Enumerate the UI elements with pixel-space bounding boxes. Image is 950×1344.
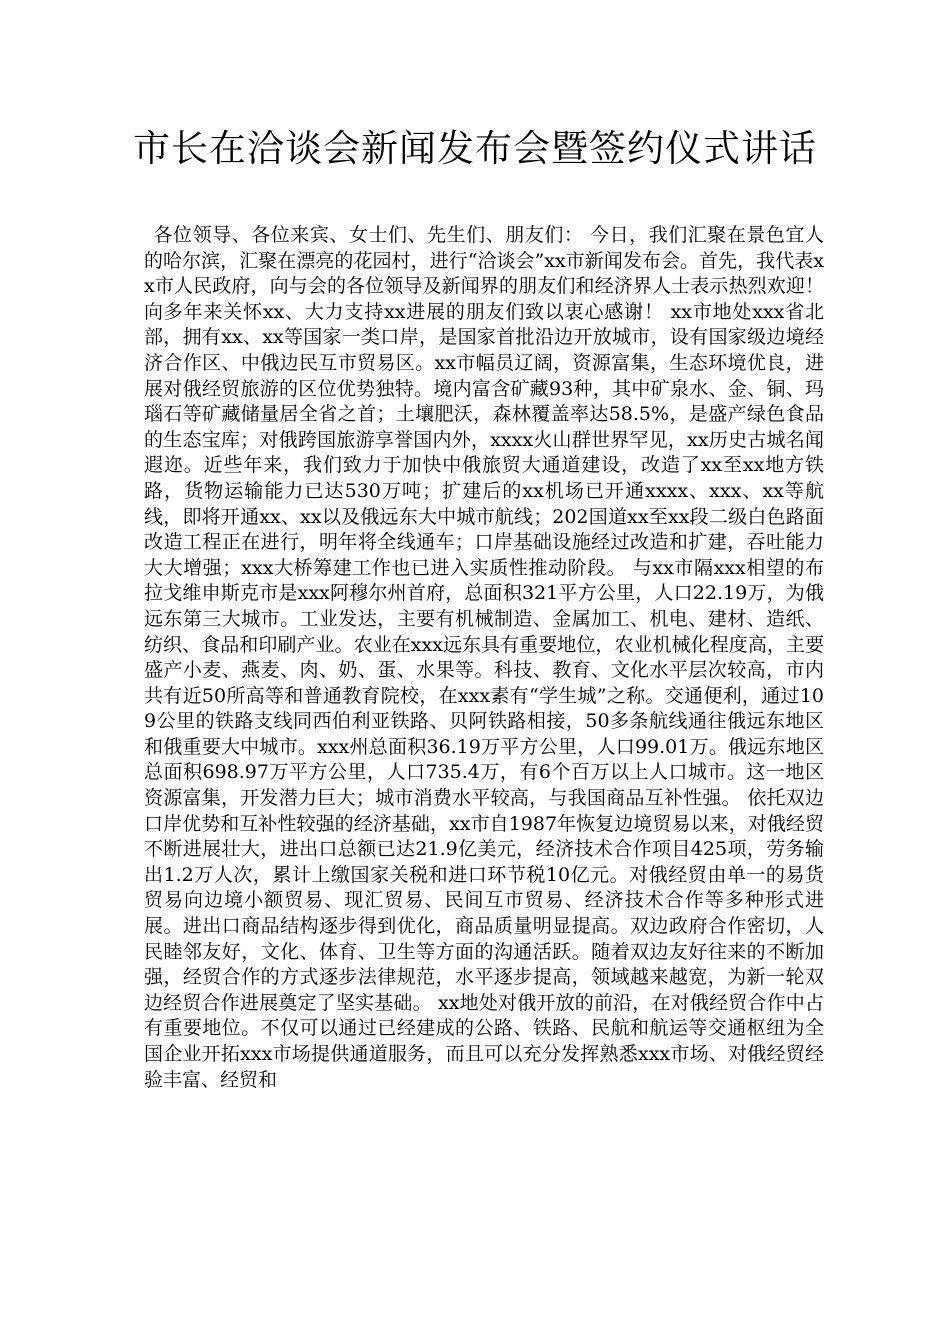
document-body-paragraph: 各位领导、各位来宾、女士们、先生们、朋友们： 今日，我们汇聚在景色宜人的哈尔滨，汇聚在漂亮的花园村，进行“洽谈会”xx市新闻发布会。首先，我代表xx市人民政府，向与会的各位领导及新闻界的朋友们和经济界人士表示热烈欢迎！向多年来关怀xx、大力支持xx进展的朋友们致以衷心感谢！ xx市地处xxx省北部，拥有xx、xx等国家一类口岸，是国家首批沿边开放城市，设有国家级边境经济合作区、中俄边民互市贸易区。xx市幅员辽阔，资源富集，生态环境优良，进展对俄经贸旅游的区位优势独特。境内富含矿藏93种，其中矿泉水、金、铜、玛瑙石等矿藏储量居全省之首；土壤肥沃，森林覆盖率达58.5%，是盛产绿色食品的生态宝库；对俄跨国旅游享誉国内外，xxxx火山群世界罕见，xx历史古城名闻遐迩。近些年来，我们致力于加快中俄旅贸大通道建设，改造了xx至xx地方铁路，货物运输能力已达530万吨；扩建后的xx机场已开通xxxx、xxx、xx等航线，即将开通xx、xx以及俄远东大中城市航线；202国道xx至xx段二级白色路面改造工程正在进行，明年将全线通车；口岸基础设施经过改造和扩建，吞吐能力大大增强；xxx大桥筹建工作也已进入实质性推动阶段。 与xx市隔xxx相望的布拉戈维申斯克市是xxx阿穆尔州首府，总面积321平方公里，人口22.19万，为俄远东第三大城市。工业发达，主要有机械制造、金属加工、机电、建材、造纸、纺织、食品和印刷产业。农业在xxx远东具有重要地位，农业机械化程度高，主要盛产小麦、燕麦、肉、奶、蛋、水果等。科技、教育、文化水平层次较高，市内共有近50所高等和普通教育院校，在xxx素有“学生城”之称。交通便利，通过109公里的铁路支线同西伯利亚铁路、贝阿铁路相接，50多条航线通往俄远东地区和俄重要大中城市。xxx州总面积36.19万平方公里，人口99.01万。俄远东地区总面积698.97万平方公里，人口735.4万，有6个百万以上人口城市。这一地区资源富集，开发潜力巨大；城市消费水平较高，与我国商品互补性强。 依托双边口岸优势和互补性较强的经济基础，xx市自1987年恢复边境贸易以来，对俄经贸不断进展壮大，进出口总额已达21.9亿美元，经济技术合作项目425项，劳务输出1.2万人次，累计上缴国家关税和进口环节税10亿元。对俄经贸由单一的易货贸易向边境小额贸易、现汇贸易、民间互市贸易、经济技术合作等多种形式进展。进出口商品结构逐步得到优化，商品质量明显提高。双边政府合作密切，人民睦邻友好，文化、体育、卫生等方面的沟通活跃。随着双边友好往来的不断加强，经贸合作的方式逐步法律规范，水平逐步提高，领域越来越宽，为新一轮双边经贸合作进展奠定了坚实基础。 xx地处对俄开放的前沿，在对俄经贸合作中占有重要地位。不仅可以通过已经建成的公路、铁路、民航和航运等交通枢纽为全国企业开拓xxx市场提供通道服务，而且可以充分发挥熟悉xxx市场、对俄经贸经验丰富、经贸和 bbox=[144, 224, 824, 1091]
document-title: 市长在洽谈会新闻发布会暨签约仪式讲话 bbox=[133, 127, 817, 170]
